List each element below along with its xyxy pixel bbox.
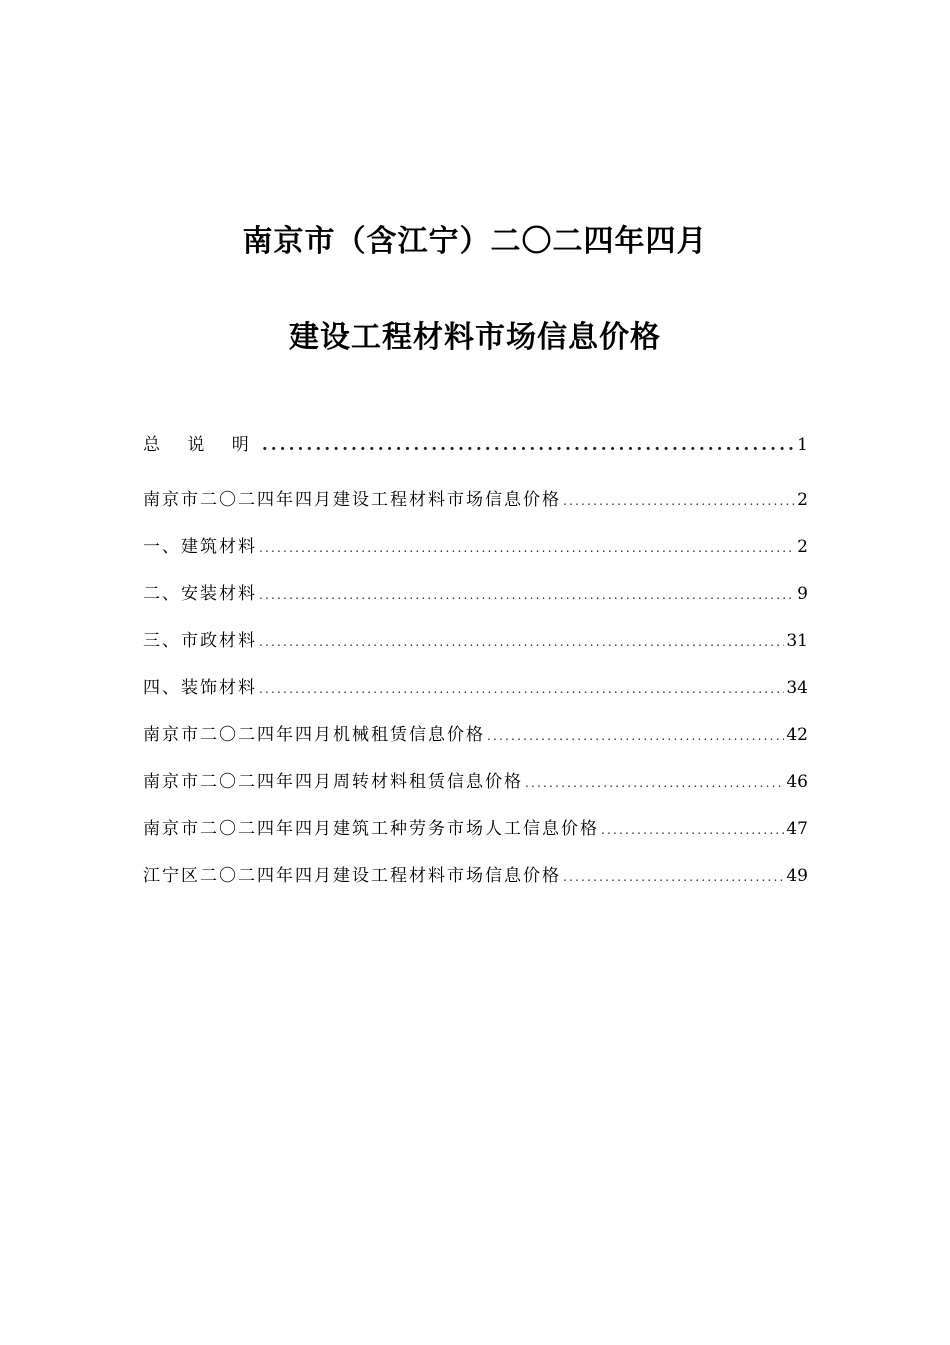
toc-entry-page: 46 (786, 772, 808, 792)
toc-entry-page: 31 (786, 631, 808, 651)
toc-entry-label: 一、建筑材料 (143, 537, 257, 557)
toc-entry-label: 江宁区二〇二四年四月建设工程材料市场信息价格 (143, 866, 561, 886)
toc-entry-machinery-rental[interactable] (143, 720, 808, 767)
toc-dot-leader (262, 435, 795, 455)
toc-entry-page: 49 (786, 866, 808, 886)
toc-dot-leader (259, 541, 795, 555)
document-title-line-1: 南京市（含江宁）二〇二四年四月 (242, 224, 708, 259)
document-title-line-2: 建设工程材料市场信息价格 (289, 320, 661, 355)
toc-dot-leader (563, 494, 795, 508)
toc-entry-general-notes[interactable] (143, 430, 808, 485)
toc-entry-label: 南京市二〇二四年四月机械租赁信息价格 (143, 725, 485, 745)
toc-entry-labor-prices[interactable] (143, 814, 808, 861)
toc-dot-leader (563, 870, 784, 884)
toc-dot-leader (487, 729, 784, 743)
toc-dot-leader (259, 588, 795, 602)
toc-entry-label: 二、安装材料 (143, 584, 257, 604)
toc-entry-label: 三、市政材料 (143, 631, 257, 651)
toc-dot-leader (259, 682, 784, 696)
toc-entry-jiangning-material-prices[interactable] (143, 861, 808, 908)
toc-entry-municipal-materials[interactable] (143, 626, 808, 673)
toc-entry-label: 南京市二〇二四年四月建筑工种劳务市场人工信息价格 (143, 819, 599, 839)
toc-entry-page: 42 (786, 725, 808, 745)
toc-entry-page: 2 (797, 537, 808, 557)
toc-dot-leader (525, 776, 784, 790)
toc-entry-page: 1 (797, 435, 808, 455)
toc-entry-decoration-materials[interactable] (143, 673, 808, 720)
toc-dot-leader (259, 635, 784, 649)
toc-entry-label: 南京市二〇二四年四月周转材料租赁信息价格 (143, 772, 523, 792)
table-of-contents (143, 430, 808, 908)
toc-entry-installation-materials[interactable] (143, 579, 808, 626)
toc-entry-page: 47 (786, 819, 808, 839)
toc-dot-leader (601, 823, 784, 837)
toc-entry-page: 34 (786, 678, 808, 698)
toc-entry-nanjing-material-prices[interactable] (143, 485, 808, 532)
toc-entry-page: 9 (797, 584, 808, 604)
toc-entry-label: 四、装饰材料 (143, 678, 257, 698)
toc-entry-label: 总 说 明 (143, 435, 260, 455)
toc-entry-building-materials[interactable] (143, 532, 808, 579)
toc-entry-turnover-materials-rental[interactable] (143, 767, 808, 814)
toc-entry-label: 南京市二〇二四年四月建设工程材料市场信息价格 (143, 490, 561, 510)
toc-entry-page: 2 (797, 490, 808, 510)
